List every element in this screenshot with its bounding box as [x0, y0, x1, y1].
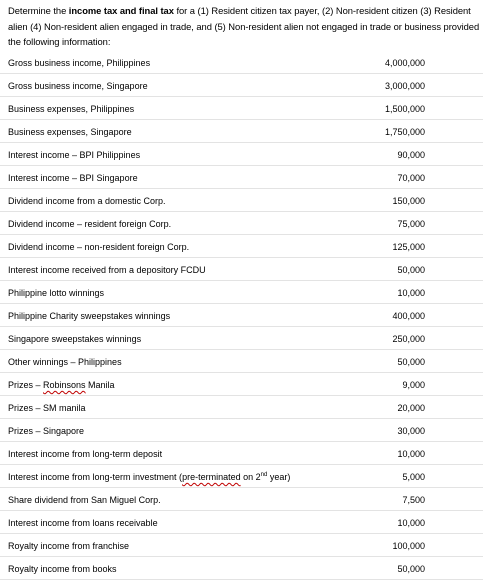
table-row — [0, 488, 483, 511]
item-label: Philippine Charity sweepstakes winnings — [8, 311, 171, 321]
problem-statement — [8, 3, 480, 50]
item-label: Gross business income, Philippines — [8, 58, 151, 68]
table-row — [0, 511, 483, 534]
table-row — [0, 97, 483, 120]
item-label — [8, 472, 290, 482]
spellcheck-flagged-word: pre-terminated — [182, 472, 241, 482]
intro-bold-term: income tax and final tax — [68, 5, 174, 16]
item-amount: 75,000 — [397, 219, 425, 229]
item-amount: 1,750,000 — [384, 127, 425, 137]
item-amount: 10,000 — [397, 449, 425, 459]
item-label: Prizes – SM manila — [8, 403, 86, 413]
item-label: Royalty income from franchise — [8, 541, 130, 551]
item-label: Other winnings – Philippines — [8, 357, 122, 367]
item-label: Business expenses, Philippines — [8, 104, 135, 114]
spellcheck-flagged-word: Robinsons — [43, 380, 86, 390]
item-label: Interest income – BPI Philippines — [8, 150, 141, 160]
label-part: Interest income from long-term investment ( — [8, 472, 183, 482]
item-amount: 150,000 — [392, 196, 425, 206]
item-amount: 9,000 — [402, 380, 425, 390]
ordinal-suffix: nd — [260, 472, 268, 478]
intro-text-1: Determine the — [8, 5, 69, 16]
table-row — [0, 465, 483, 488]
table-row — [0, 51, 483, 74]
intro-text-2: for a (1) Resident citizen tax payer, (2) Non-resident citizen (3) Resident alien (4) Non-resident alien engaged in trade, and (5) Non-resident alien not engaged in trade or business provided the following information: — [8, 5, 480, 47]
item-label — [8, 380, 115, 390]
table-row — [0, 143, 483, 166]
item-amount: 30,000 — [397, 426, 425, 436]
item-amount: 50,000 — [397, 564, 425, 574]
table-row — [0, 74, 483, 97]
item-label: Dividend income – non-resident foreign Corp. — [8, 242, 190, 252]
item-amount: 250,000 — [392, 334, 425, 344]
table-row — [0, 327, 483, 350]
item-amount: 400,000 — [392, 311, 425, 321]
item-amount: 10,000 — [397, 518, 425, 528]
table-row — [0, 304, 483, 327]
item-amount: 4,000,000 — [384, 58, 425, 68]
item-amount: 90,000 — [397, 150, 425, 160]
income-items-table — [0, 51, 483, 580]
item-label: Prizes – Singapore — [8, 426, 85, 436]
table-row — [0, 557, 483, 580]
item-amount: 10,000 — [397, 288, 425, 298]
item-label: Interest income – BPI Singapore — [8, 173, 138, 183]
item-amount: 5,000 — [402, 472, 425, 482]
table-row — [0, 419, 483, 442]
label-part: on 2 — [240, 472, 261, 482]
table-row — [0, 189, 483, 212]
table-row — [0, 212, 483, 235]
table-row — [0, 350, 483, 373]
item-label: Interest income received from a depository FCDU — [8, 265, 206, 275]
label-part: Manila — [85, 380, 115, 390]
item-label: Dividend income from a domestic Corp. — [8, 196, 166, 206]
item-label: Royalty income from books — [8, 564, 117, 574]
table-row — [0, 120, 483, 143]
table-row — [0, 281, 483, 304]
item-label: Gross business income, Singapore — [8, 81, 148, 91]
table-row — [0, 373, 483, 396]
label-part: Prizes – — [8, 380, 44, 390]
item-label: Singapore sweepstakes winnings — [8, 334, 142, 344]
item-amount: 50,000 — [397, 357, 425, 367]
item-label: Interest income from long-term deposit — [8, 449, 163, 459]
item-label: Interest income from loans receivable — [8, 518, 158, 528]
item-amount: 100,000 — [392, 541, 425, 551]
item-label: Philippine lotto winnings — [8, 288, 105, 298]
table-row — [0, 235, 483, 258]
item-amount: 3,000,000 — [384, 81, 425, 91]
item-label: Dividend income – resident foreign Corp. — [8, 219, 172, 229]
item-label: Share dividend from San Miguel Corp. — [8, 495, 161, 505]
item-amount: 20,000 — [397, 403, 425, 413]
table-row — [0, 396, 483, 419]
item-amount: 70,000 — [397, 173, 425, 183]
label-part: year) — [267, 472, 291, 482]
item-label: Business expenses, Singapore — [8, 127, 132, 137]
table-row — [0, 166, 483, 189]
table-row — [0, 442, 483, 465]
item-amount: 50,000 — [397, 265, 425, 275]
item-amount: 7,500 — [402, 495, 425, 505]
table-row — [0, 534, 483, 557]
item-amount: 125,000 — [392, 242, 425, 252]
item-amount: 1,500,000 — [384, 104, 425, 114]
table-row — [0, 258, 483, 281]
